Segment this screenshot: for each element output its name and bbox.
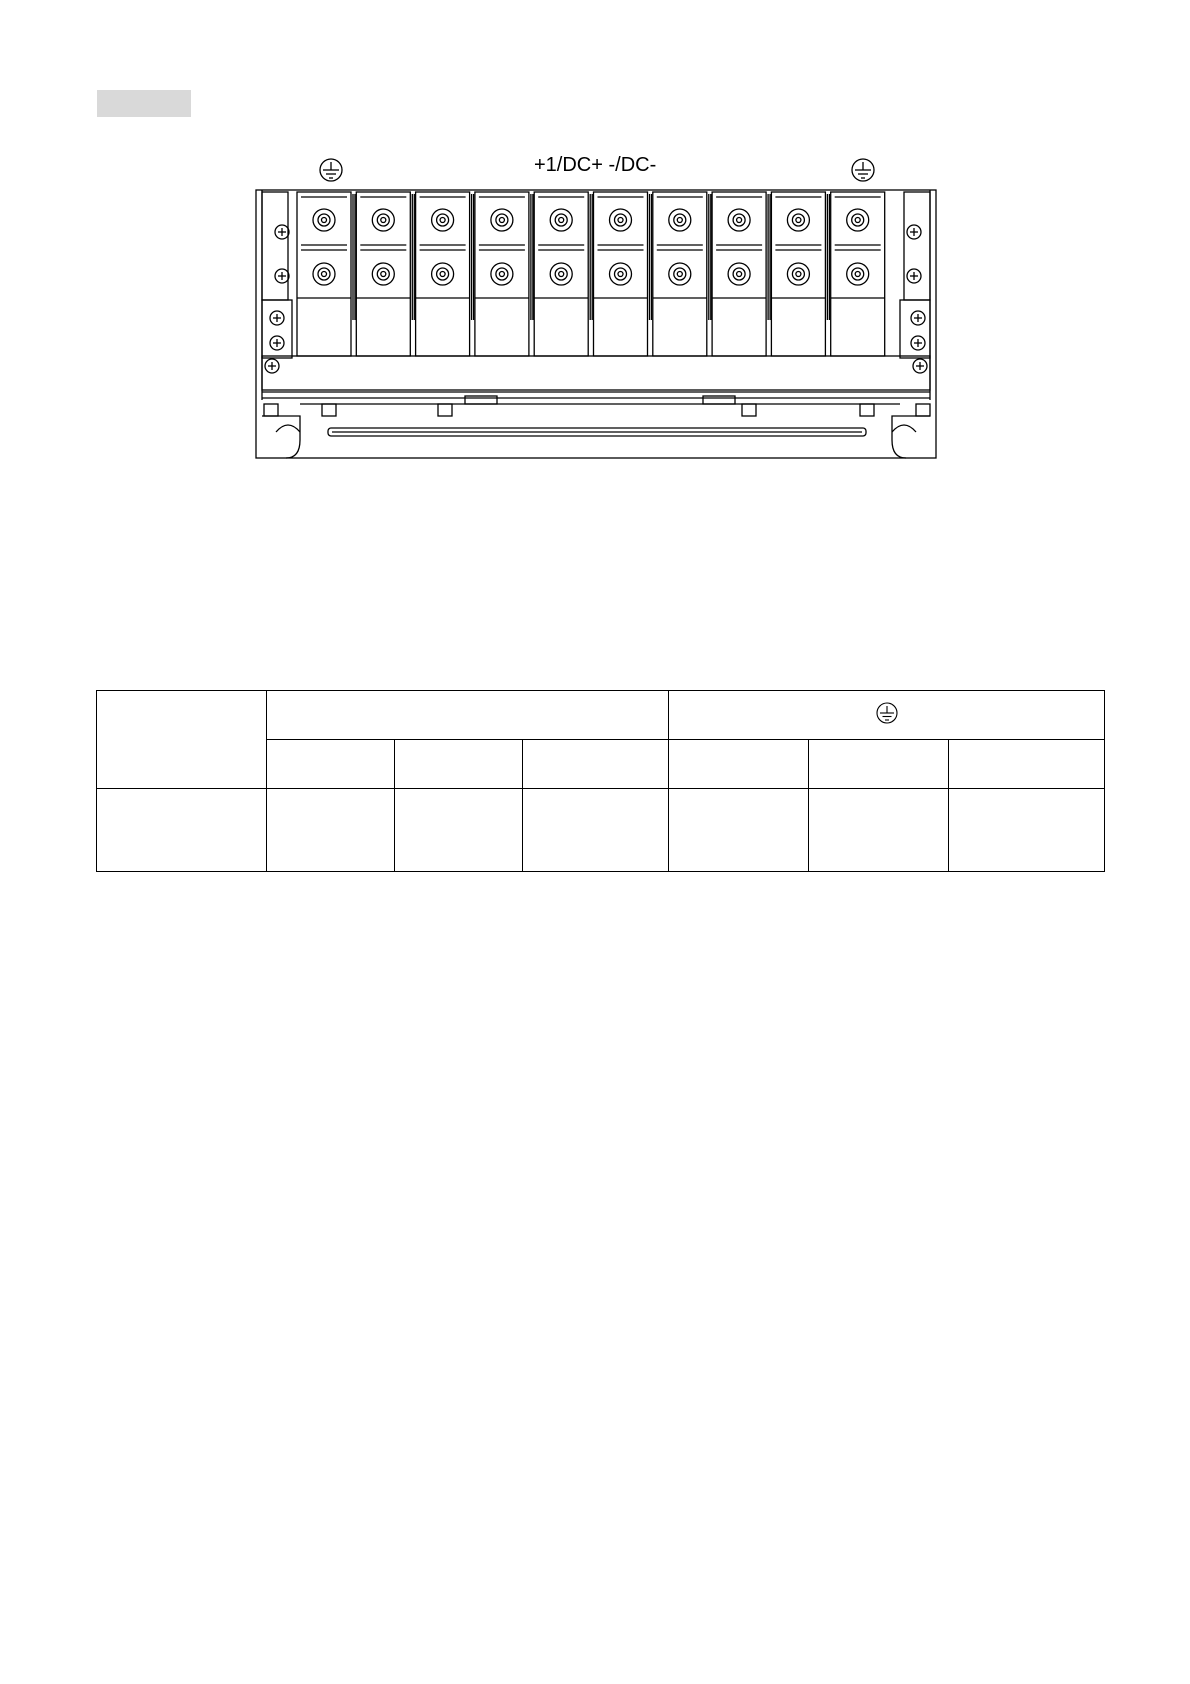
ground-symbol-icon [876,702,898,724]
terminal-column [475,192,529,356]
terminal-screw [313,263,335,285]
terminal-column [416,192,470,356]
spec-table [96,690,1105,872]
terminal-screw [313,209,335,231]
terminal-screw [550,209,572,231]
table-header-row [97,691,1105,740]
terminal-column [771,192,825,356]
terminal-screw [550,263,572,285]
sub-header-cell [949,740,1105,789]
terminal-screw [372,209,394,231]
terminal-screw [669,263,691,285]
terminal-block-drawing [0,0,1190,470]
table-row [97,789,1105,872]
terminal-screw [787,263,809,285]
main-terminal-header [267,691,669,740]
terminal-screw [787,209,809,231]
ground-symbol-icon-right [852,159,874,181]
terminal-column [297,192,351,356]
terminal-column [831,192,885,356]
table-cell [523,789,669,872]
terminal-label: +1/DC+ -/DC- [534,154,657,176]
terminal-column [594,192,648,356]
terminal-screw [372,263,394,285]
terminal-screw [491,263,513,285]
sub-header-cell [669,740,809,789]
table-cell [949,789,1105,872]
table-cell [669,789,809,872]
terminal-screw [432,209,454,231]
terminal-screw [432,263,454,285]
terminal-column [356,192,410,356]
terminal-screw [847,263,869,285]
row-header-cell [97,691,267,789]
table-cell [395,789,523,872]
sub-header-cell [395,740,523,789]
terminal-column [653,192,707,356]
terminal-screw [669,209,691,231]
ground-terminal-header [669,691,1105,740]
terminal-screw [491,209,513,231]
terminal-screw [728,263,750,285]
terminal-screw [728,209,750,231]
terminal-columns [297,192,885,356]
ground-symbol-icon-left [320,159,342,181]
terminal-screw [610,263,632,285]
table-row-label [97,789,267,872]
terminal-screw [610,209,632,231]
sub-header-cell [267,740,395,789]
terminal-column [534,192,588,356]
sub-header-cell [523,740,669,789]
table-cell [809,789,949,872]
terminal-screw [847,209,869,231]
terminal-column [712,192,766,356]
table-cell [267,789,395,872]
sub-header-cell [809,740,949,789]
